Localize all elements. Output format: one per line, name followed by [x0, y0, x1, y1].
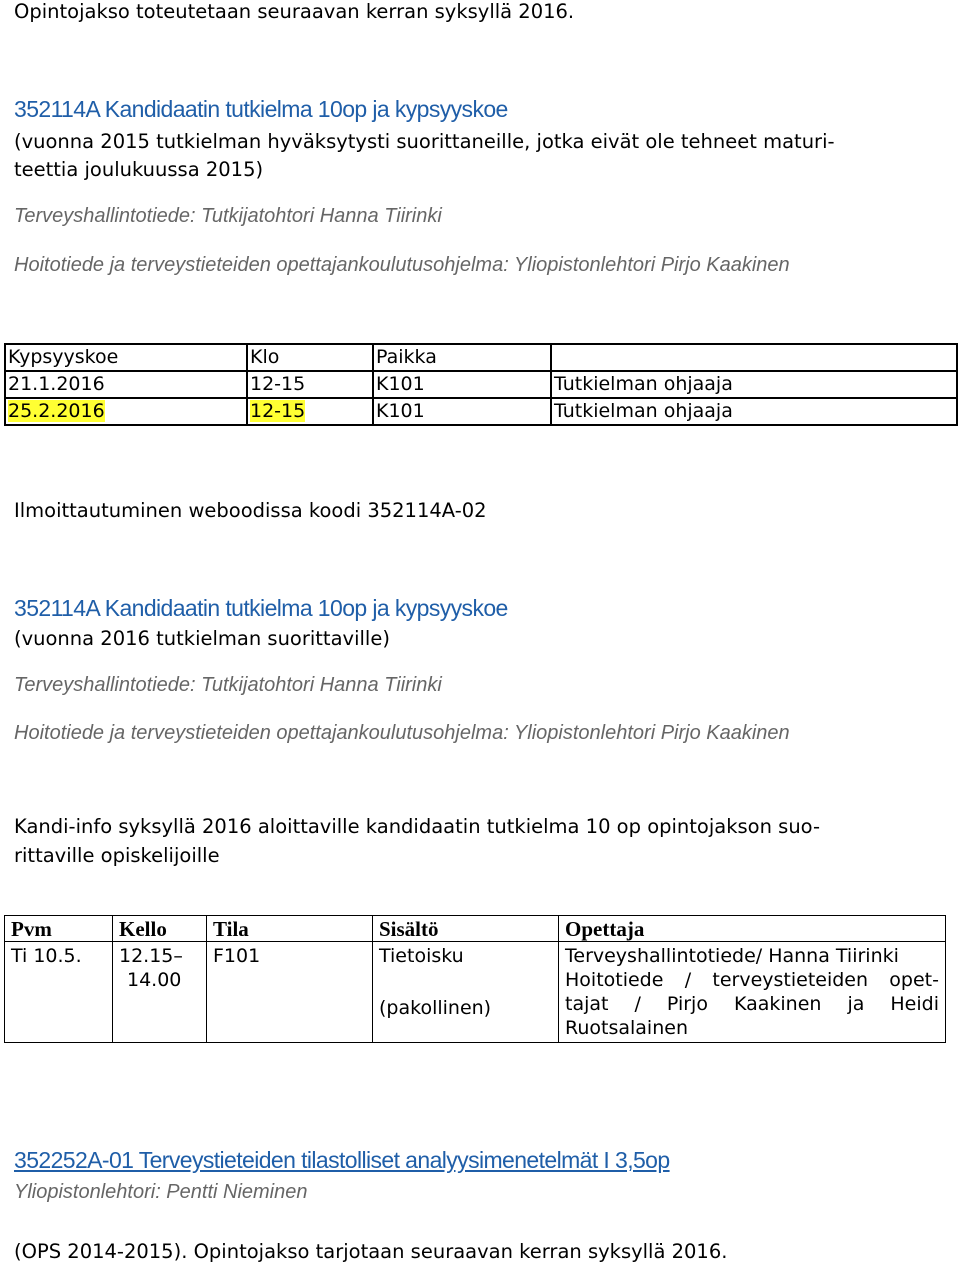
exam-date: 21.1.2016	[5, 371, 247, 398]
info-header-cell: Kello	[113, 916, 207, 942]
section2-teacher2: Hoitotiede ja terveystieteiden opettajankoulutusohjelma: Yliopistonlehtori Pirjo Kaakinen	[14, 722, 790, 744]
info-header-cell: Tila	[207, 916, 373, 942]
exam-note: Tutkielman ohjaaja	[551, 371, 957, 398]
info-header-cell: Pvm	[5, 916, 113, 942]
section1-subtitle-line2: teettia joulukuussa 2015)	[14, 158, 264, 181]
info-header-cell: Sisältö	[373, 916, 559, 942]
table-row	[5, 398, 957, 425]
info-teachers	[559, 942, 946, 1043]
info-time	[113, 942, 207, 1043]
info-room: F101	[207, 942, 373, 1043]
exam-room: K101	[373, 398, 551, 425]
intro-line: Opintojakso toteutetaan seuraavan kerran syksyllä 2016.	[14, 0, 575, 23]
exam-table-header	[5, 344, 957, 371]
exam-date: 25.2.2016	[8, 400, 105, 422]
info-teacher-line: Hoitotiede / terveystieteiden opet-	[565, 969, 939, 991]
section1-teacher2: Hoitotiede ja terveystieteiden opettajankoulutusohjelma: Yliopistonlehtori Pirjo Kaakinen	[14, 254, 790, 276]
section2-subtitle: (vuonna 2016 tutkielman suorittaville)	[14, 627, 390, 650]
exam-note: Tutkielman ohjaaja	[551, 398, 957, 425]
info-content-title: Tietoisku	[379, 945, 464, 967]
exam-time: 12-15	[247, 371, 373, 398]
info-content-note: (pakollinen)	[379, 997, 492, 1019]
info-header-cell: Opettaja	[559, 916, 946, 942]
section1-teacher1: Terveyshallintotiede: Tutkijatohtori Hanna Tiirinki	[14, 205, 442, 227]
exam-table	[4, 343, 958, 426]
table-row	[5, 371, 957, 398]
section3-title: 352252A-01 Terveystieteiden tilastolliset analyysimenetelmät I 3,5op	[14, 1147, 670, 1173]
kandi-info-line2: rittaville opiskelijoille	[14, 844, 220, 867]
info-teacher-line: tajat / Pirjo Kaakinen ja Heidi	[565, 993, 939, 1015]
section1-title: 352114A Kandidaatin tutkielma 10op ja kypsyyskoe	[14, 96, 508, 122]
section2-title: 352114A Kandidaatin tutkielma 10op ja kypsyyskoe	[14, 595, 508, 621]
info-time-start: 12.15–	[119, 945, 183, 967]
kandi-info-line1: Kandi-info syksyllä 2016 aloittaville kandidaatin tutkielma 10 op opintojakson suo-	[14, 815, 821, 838]
exam-header-cell: Paikka	[373, 344, 551, 371]
info-teacher-line: Ruotsalainen	[565, 1017, 688, 1039]
exam-header-cell	[551, 344, 957, 371]
info-table-header	[5, 916, 946, 942]
exam-header-cell: Kypsyyskoe	[5, 344, 247, 371]
exam-time: 12-15	[250, 400, 306, 422]
table-row	[5, 942, 946, 1043]
footer-line: (OPS 2014-2015). Opintojakso tarjotaan seuraavan kerran syksyllä 2016.	[14, 1240, 728, 1263]
exam-room: K101	[373, 371, 551, 398]
info-session-table	[4, 915, 946, 1043]
info-date: Ti 10.5.	[5, 942, 113, 1043]
registration-line: Ilmoittautuminen weboodissa koodi 352114A-02	[14, 499, 487, 522]
info-content	[373, 942, 559, 1043]
section2-teacher1: Terveyshallintotiede: Tutkijatohtori Hanna Tiirinki	[14, 674, 442, 696]
info-time-end: 14.00	[127, 969, 182, 991]
section3-teacher: Yliopistonlehtori: Pentti Nieminen	[14, 1181, 308, 1203]
section1-subtitle-line1: (vuonna 2015 tutkielman hyväksytysti suorittaneille, jotka eivät ole tehneet maturi-	[14, 130, 835, 153]
exam-header-cell: Klo	[247, 344, 373, 371]
info-teacher-line: Terveyshallintotiede/ Hanna Tiirinki	[565, 945, 899, 967]
